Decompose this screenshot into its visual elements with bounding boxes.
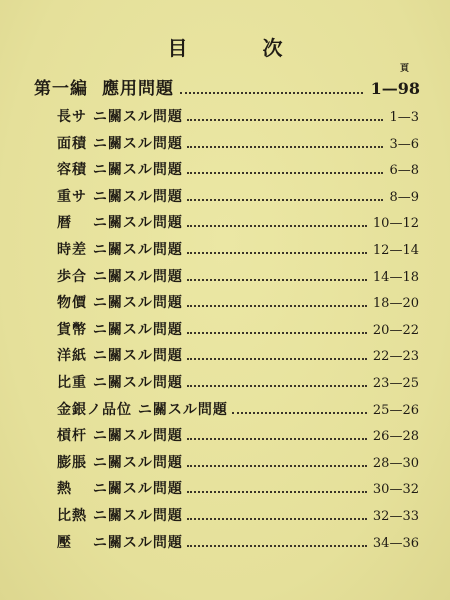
toc-entry-label: 長サ ニ關スル問題	[57, 109, 183, 125]
toc-entry-label: 膨脹 ニ關スル問題	[57, 454, 183, 471]
section-page-range: 1—98	[370, 79, 420, 98]
toc-entry	[57, 505, 419, 532]
toc-entry	[57, 425, 419, 452]
toc-entry-label: 物價 ニ關スル問題	[57, 295, 183, 312]
toc-entry-list	[57, 106, 419, 558]
toc-entry-pages: 3—6	[389, 136, 419, 152]
toc-entry-label: 熱 ニ關スル問題	[57, 481, 183, 498]
toc-entry	[57, 478, 419, 505]
page-title: 目 次	[167, 36, 317, 60]
dot-leader	[187, 544, 367, 547]
dot-leader	[187, 118, 384, 121]
toc-entry-pages: 12—14	[372, 242, 419, 258]
toc-entry	[57, 186, 419, 213]
toc-entry	[57, 292, 419, 319]
toc-entry	[57, 266, 419, 293]
toc-entry-label: 歩合 ニ關スル問題	[57, 268, 183, 285]
toc-entry-label: 暦 ニ關スル問題	[57, 215, 183, 232]
toc-entry-label: 金銀ノ品位 ニ關スル問題	[57, 401, 228, 418]
dot-leader	[232, 411, 367, 414]
dot-leader	[187, 278, 367, 281]
dot-leader	[187, 171, 384, 174]
toc-entry-label: 壓 ニ關スル問題	[57, 534, 183, 551]
toc-entry	[57, 345, 419, 372]
toc-entry-pages: 14—18	[372, 269, 419, 285]
toc-entry-label: 貨幣 ニ關スル問題	[57, 321, 183, 338]
toc-entry-pages: 34—36	[372, 535, 419, 551]
toc-entry-pages: 10—12	[372, 216, 419, 232]
toc-entry	[57, 399, 419, 426]
toc-entry-label: 時差 ニ關スル問題	[57, 241, 183, 258]
dot-leader	[187, 464, 367, 467]
toc-entry	[57, 319, 419, 346]
section-number: 第一編	[34, 79, 88, 99]
toc-entry-label: 洋紙 ニ關スル問題	[57, 348, 183, 365]
dot-leader	[187, 517, 367, 520]
dot-leader	[187, 251, 367, 254]
toc-entry-pages: 18—20	[372, 296, 419, 312]
toc-entry-label: 面積 ニ關スル問題	[57, 135, 183, 152]
dot-leader	[187, 198, 384, 201]
dot-leader	[180, 91, 363, 94]
toc-entry	[57, 159, 419, 186]
toc-entry	[57, 106, 419, 133]
toc-entry-pages: 30—32	[372, 482, 419, 498]
toc-entry	[57, 452, 419, 479]
dot-leader	[187, 224, 367, 227]
dot-leader	[187, 490, 367, 493]
dot-leader	[187, 357, 367, 360]
toc-entry-label: 槓杆 ニ關スル問題	[57, 428, 183, 445]
toc-entry-label: 重サ ニ關スル問題	[57, 188, 183, 205]
page-column-mark: 頁	[400, 64, 410, 74]
toc-entry-pages: 28—30	[372, 455, 419, 471]
toc-entry-label: 比重 ニ關スル問題	[57, 374, 183, 391]
toc-section-heading	[34, 74, 420, 98]
toc-entry	[57, 212, 419, 239]
toc-entry	[57, 239, 419, 266]
toc-entry-label: 容積 ニ關スル問題	[57, 162, 183, 179]
toc-entry-pages: 6—8	[389, 163, 419, 179]
toc-entry	[57, 133, 419, 160]
toc-entry	[57, 372, 419, 399]
toc-entry-pages: 26—28	[372, 429, 419, 445]
toc-entry-label: 比熱 ニ關スル問題	[57, 507, 183, 524]
dot-leader	[187, 437, 367, 440]
toc-entry-pages: 25—26	[372, 402, 419, 418]
dot-leader	[187, 145, 384, 148]
toc-entry-pages: 22—23	[372, 349, 419, 365]
dot-leader	[187, 384, 367, 387]
toc-entry-pages: 32—33	[372, 508, 419, 524]
toc-entry	[57, 532, 419, 559]
toc-entry-pages: 1—3	[389, 110, 419, 125]
toc-entry-pages: 20—22	[372, 322, 419, 338]
dot-leader	[187, 331, 367, 334]
dot-leader	[187, 304, 367, 307]
toc-entry-pages: 23—25	[372, 375, 419, 391]
toc-entry-pages: 8—9	[389, 189, 419, 205]
section-name: 應用問題	[102, 79, 174, 99]
